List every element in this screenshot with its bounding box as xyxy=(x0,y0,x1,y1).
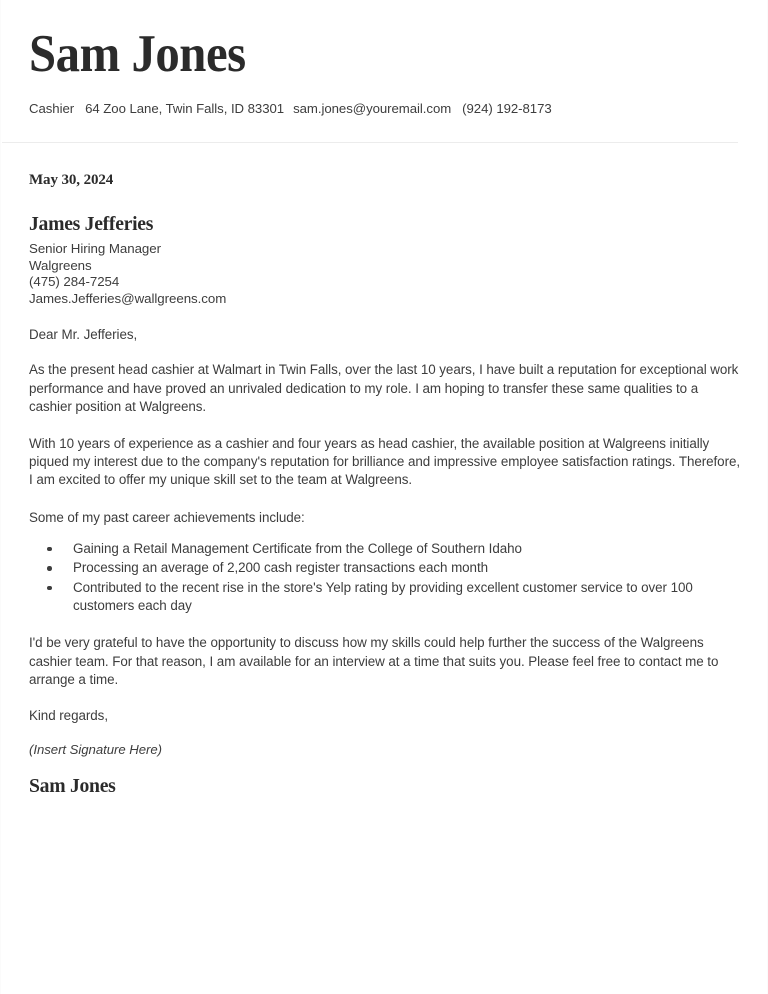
recipient-company: Walgreens xyxy=(29,257,92,273)
body-paragraph-3: I'd be very grateful to have the opportunity to discuss how my skills could help further the success of the Walgreens cashier team. For that reason, I am available for an interview at a time that suits you. Please feel free to contact me to arrange a time. xyxy=(29,635,719,687)
candidate-email: sam.jones@youremail.com xyxy=(293,101,452,116)
letter-date: May 30, 2024 xyxy=(29,172,114,188)
letter-body xyxy=(29,172,741,798)
signature-placeholder: (Insert Signature Here) xyxy=(29,742,162,758)
achievements-list xyxy=(29,540,741,616)
recipient-block xyxy=(29,213,741,307)
letter-header xyxy=(1,0,767,116)
candidate-name: Sam Jones xyxy=(29,25,246,83)
candidate-address: 64 Zoo Lane, Twin Falls, ID 83301 xyxy=(85,101,285,116)
bullet-icon xyxy=(47,547,52,552)
candidate-contact-line xyxy=(29,101,739,116)
bullet-icon xyxy=(47,586,52,591)
list-item xyxy=(29,579,741,616)
list-item-text: Gaining a Retail Management Certificate from the College of Southern Idaho xyxy=(73,540,522,556)
header-divider xyxy=(2,142,738,143)
bullet-icon xyxy=(47,566,52,571)
achievements-intro: Some of my past career achievements include: xyxy=(29,509,305,525)
recipient-email: James.Jefferies@wallgreens.com xyxy=(29,290,227,306)
candidate-job-title: Cashier xyxy=(29,101,75,116)
candidate-phone: (924) 192-8173 xyxy=(462,101,552,116)
closing-line: Kind regards, xyxy=(29,708,108,724)
list-item-text: Contributed to the recent rise in the store's Yelp rating by providing excellent customer service to over 100 customers each day xyxy=(73,579,693,614)
signature-name: Sam Jones xyxy=(29,775,116,798)
list-item xyxy=(29,540,741,558)
list-item-text: Processing an average of 2,200 cash register transactions each month xyxy=(73,560,488,576)
recipient-title: Senior Hiring Manager xyxy=(29,241,161,256)
recipient-name: James Jefferies xyxy=(29,213,154,235)
list-item xyxy=(29,559,741,577)
salutation: Dear Mr. Jefferies, xyxy=(29,327,138,343)
body-paragraph-2: With 10 years of experience as a cashier and four years as head cashier, the available position at Walgreens initially piqued my interest due to the company's reputation for brilliance and impressive employee satisfaction ratings. Therefore, I am excited to offer my unique skill set to the team at Walgreens. xyxy=(29,435,741,488)
recipient-phone: (475) 284-7254 xyxy=(29,274,120,290)
body-paragraph-1: As the present head cashier at Walmart in Twin Falls, over the last 10 years, I have built a reputation for exceptional work performance and have proved an unrivaled dedication to my role. I am hoping to transfer these same qualities to a cashier position at Walgreens. xyxy=(29,362,739,414)
